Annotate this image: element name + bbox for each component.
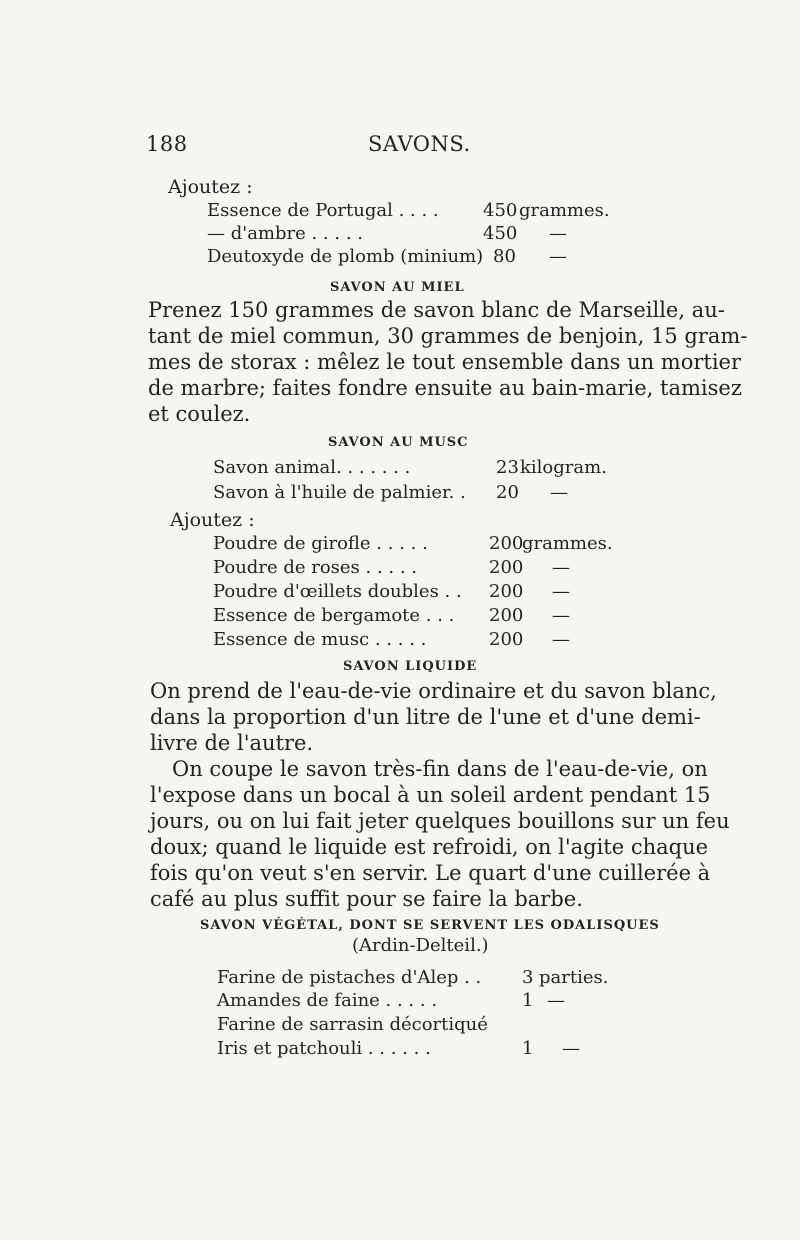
section-heading-vegetal: SAVON VÉGÉTAL, DONT SE SERVENT LES ODALISQUES <box>200 918 660 933</box>
miel-paragraph: Prenez 150 grammes de savon blanc de Marseille, au- tant de miel commun, 30 grammes de benjoin, 15 gram- mes de storax : mêlez le tout ensemble dans un mortier de marbre; faites fondre ensuite au bain-marie, tamisez et coulez. <box>148 298 748 426</box>
liquide-paragraph-2: On coupe le savon très-fin dans de l'eau-de-vie, on l'expose dans un bocal à un soleil ardent pendant 15 jours, ou on lui fait jeter quelques bouillons sur un feu doux; quand le liquide est refroidi, on l'agite chaque fois qu'on veut s'en servir. Le quart d'une cuillerée à café au plus suffit pour se faire la barbe. <box>150 757 730 911</box>
ingredient-row: Poudre de roses . . . . . 200 — <box>213 557 570 578</box>
ingredient-row: Amandes de faine . . . . . 1 — <box>217 990 565 1011</box>
page-number: 188 <box>146 132 188 156</box>
ingredient-row: Savon à l'huile de palmier. . 20 — <box>213 482 568 503</box>
ingredient-row: Iris et patchouli . . . . . . 1 — <box>217 1038 580 1059</box>
ingredient-row: Poudre d'œillets doubles . . 200 — <box>213 581 570 602</box>
ingredient-row: Farine de sarrasin décortiqué <box>217 1014 488 1035</box>
ingredient-row: Essence de Portugal . . . . 450 grammes. <box>207 200 610 221</box>
attribution: (Ardin-Delteil.) <box>352 935 489 956</box>
ingredient-row: Essence de musc . . . . . 200 — <box>213 629 570 650</box>
section-heading-musc: SAVON AU MUSC <box>328 435 469 450</box>
ingredient-row: Essence de bergamote . . . 200 — <box>213 605 570 626</box>
running-title: SAVONS. <box>368 132 471 156</box>
section-heading-liquide: SAVON LIQUIDE <box>343 659 478 674</box>
ingredient-row: — d'ambre . . . . . 450 — <box>207 223 567 244</box>
ingredient-row: Farine de pistaches d'Alep . . 3 parties. <box>217 967 609 988</box>
page-header <box>146 132 666 162</box>
section-heading-miel: SAVON AU MIEL <box>330 280 465 295</box>
ingredient-row: Poudre de girofle . . . . . 200 grammes. <box>213 533 613 554</box>
ingredient-row: Savon animal. . . . . . . 23 kilogram. <box>213 457 607 478</box>
liquide-paragraph-1: On prend de l'eau-de-vie ordinaire et du savon blanc, dans la proportion d'un litre de l'une et d'une demi- livre de l'autre. <box>150 679 717 755</box>
section1-intro: Ajoutez : <box>168 176 253 198</box>
ingredient-row: Deutoxyde de plomb (minium) 80 — <box>207 246 567 267</box>
musc-intro: Ajoutez : <box>170 509 255 531</box>
